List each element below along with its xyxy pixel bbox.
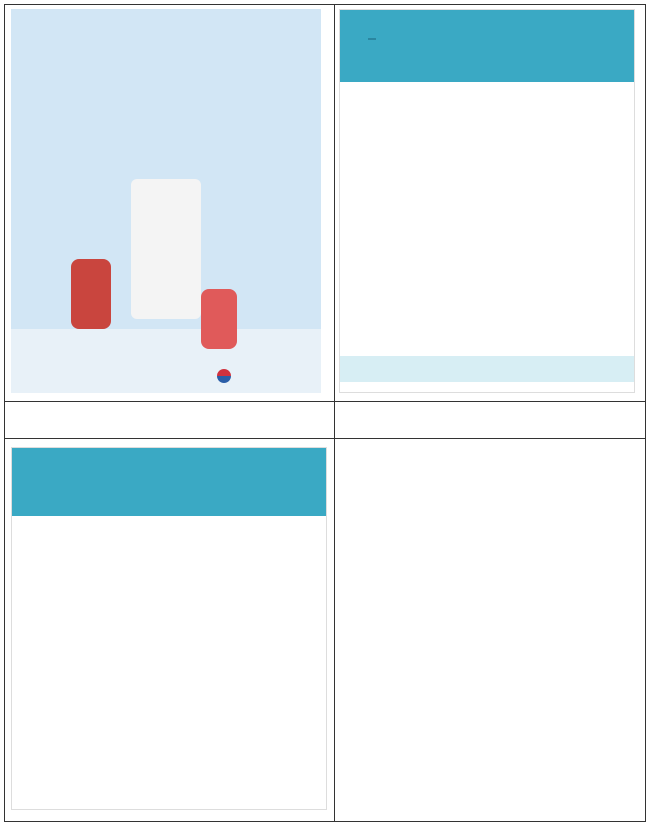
- page-banner: [12, 448, 326, 516]
- divider: [5, 438, 645, 439]
- content-page-3: [339, 447, 637, 810]
- section-tag: [368, 38, 376, 40]
- student-illustration: [71, 259, 111, 329]
- student-illustration: [201, 289, 237, 349]
- content-page-2: [11, 447, 327, 810]
- tree-illustration: [131, 179, 201, 319]
- footer-line: [340, 356, 634, 360]
- content-page-1: [339, 9, 635, 393]
- cover-image: [11, 9, 321, 393]
- ground-illustration: [11, 329, 321, 393]
- divider: [5, 401, 645, 402]
- ministry-logo-icon: [217, 369, 231, 383]
- vertical-divider: [334, 5, 335, 821]
- page-banner: [340, 10, 634, 82]
- page-footer: [340, 356, 634, 382]
